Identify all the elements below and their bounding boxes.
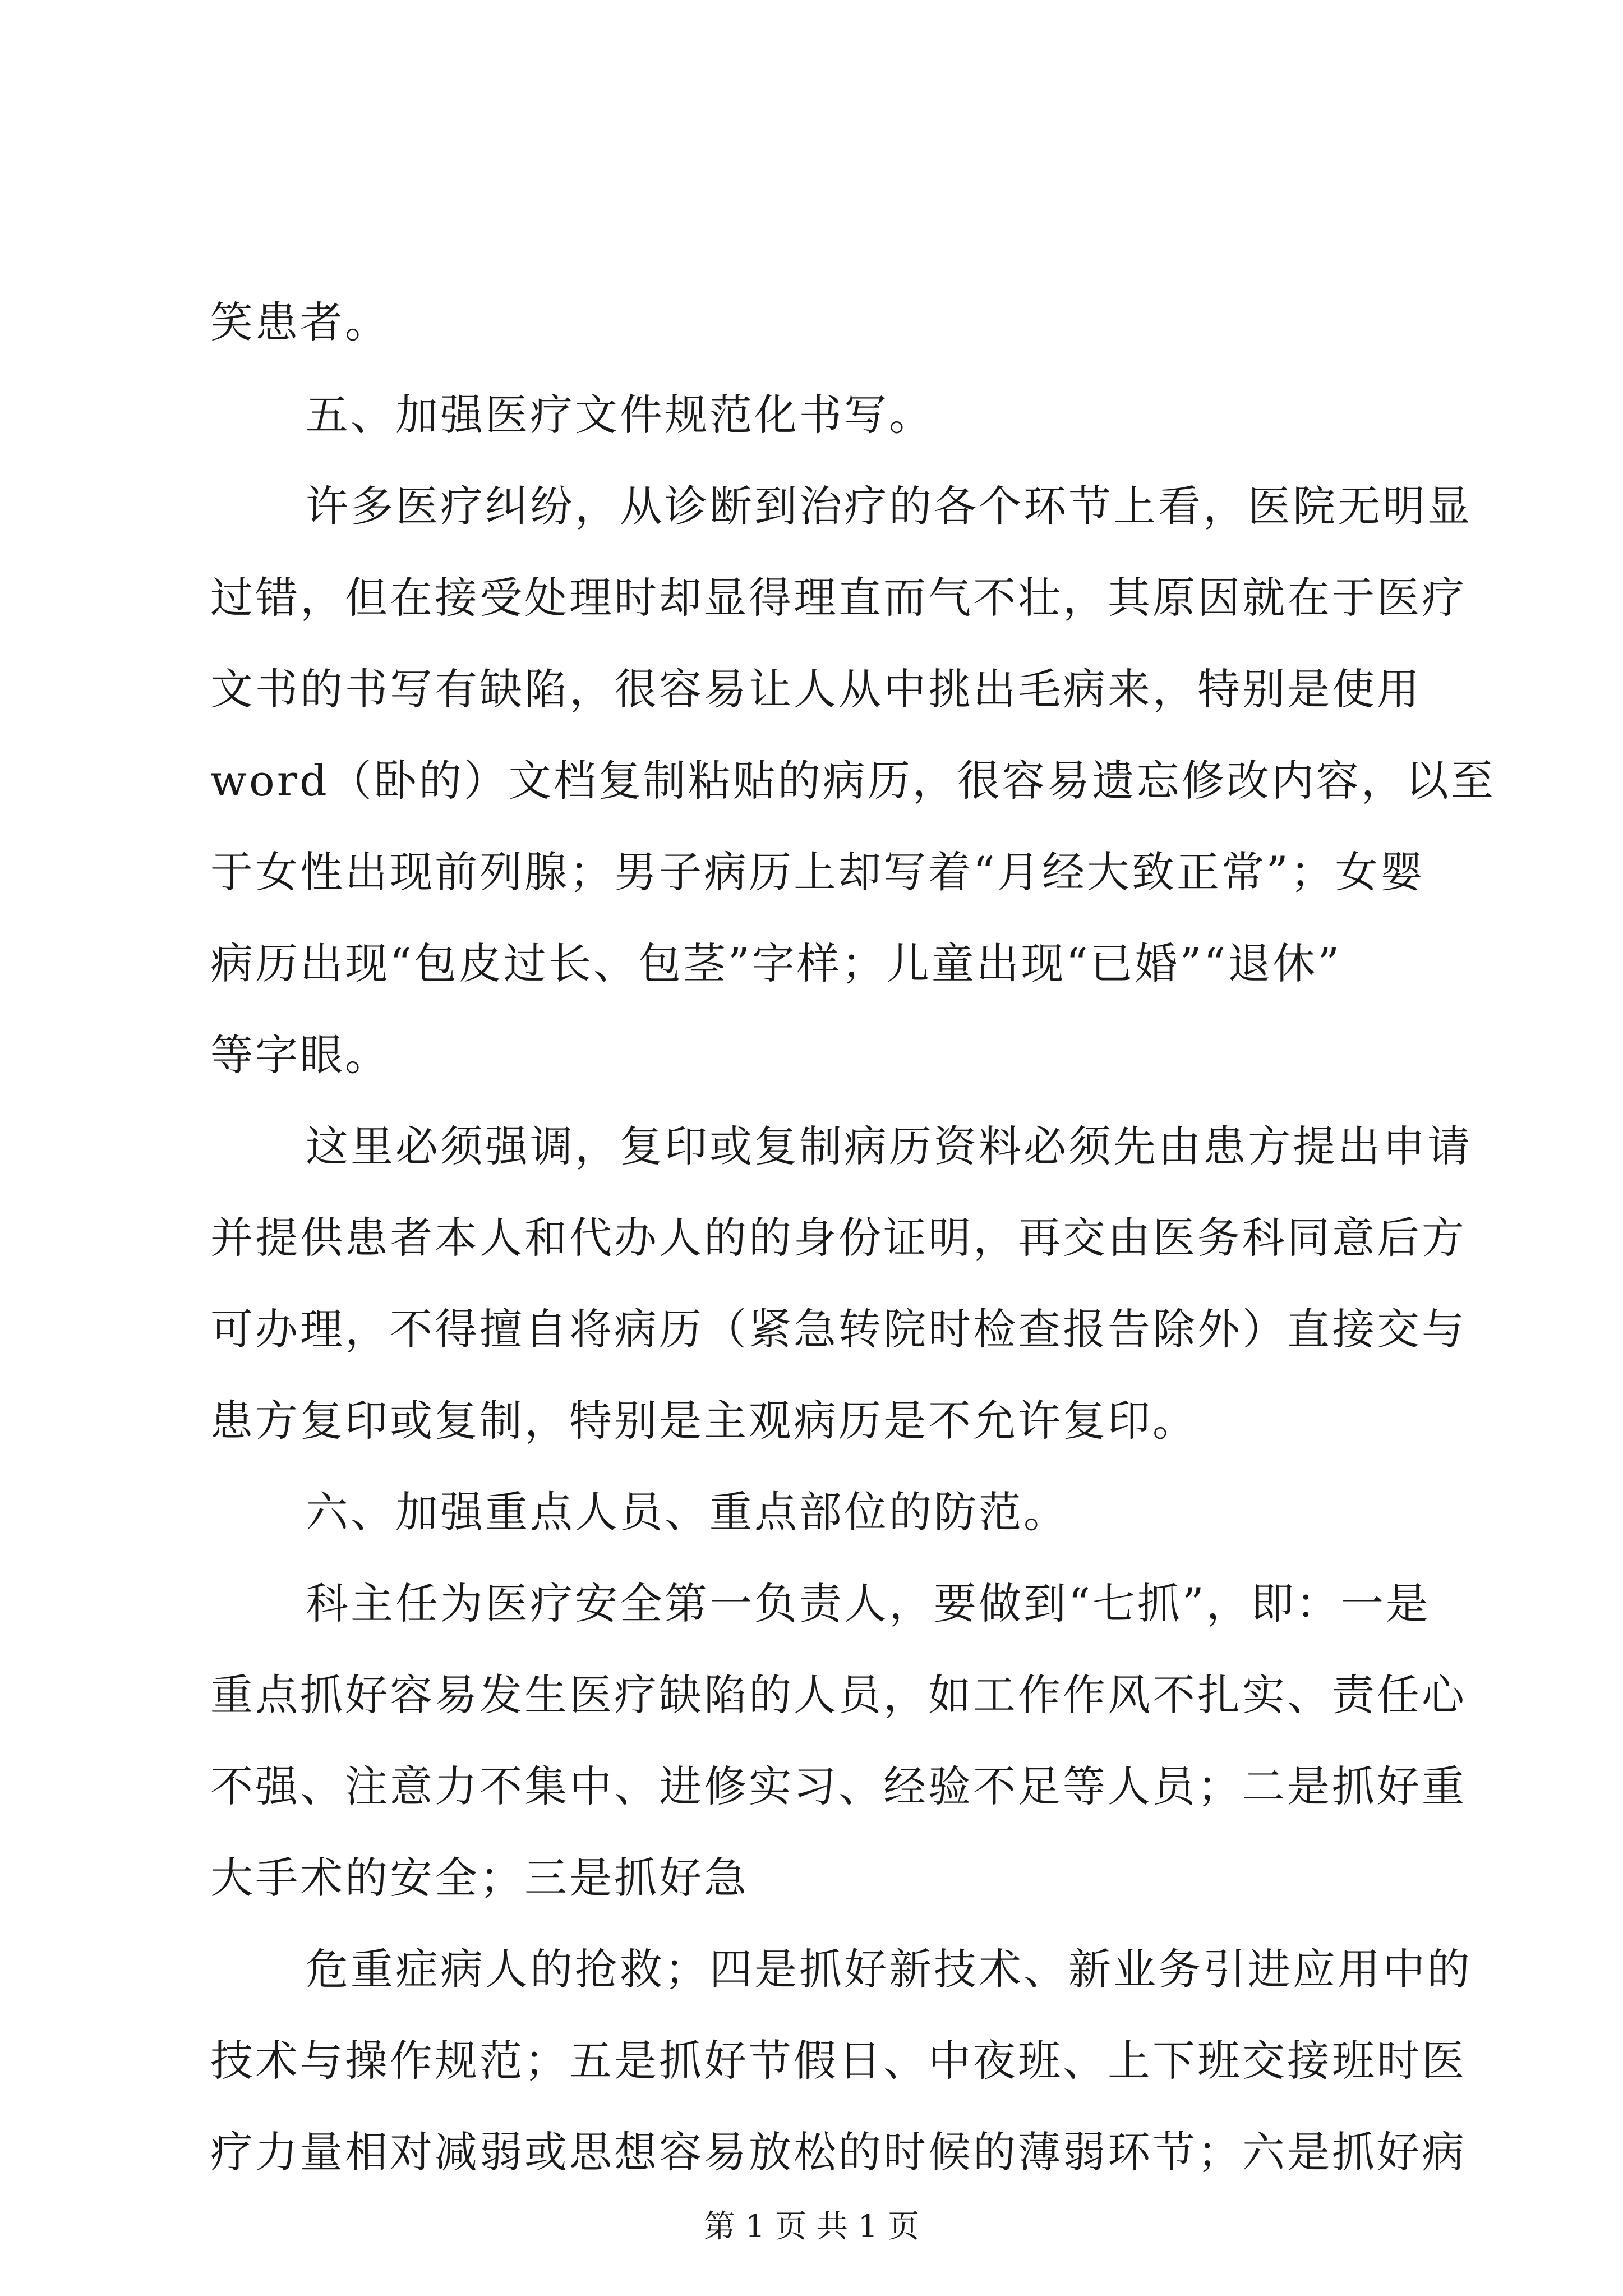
paragraph-line: 技术与操作规范；五是抓好节假日、中夜班、上下班交接班时医 bbox=[210, 2036, 1467, 2086]
paragraph-line: 这里必须强调，复印或复制病历资料必须先由患方提出申请 bbox=[306, 1121, 1472, 1171]
paragraph-line: 疗力量相对减弱或思想容易放松的时候的薄弱环节；六是抓好病 bbox=[210, 2127, 1467, 2177]
section-heading: 六、加强重点人员、重点部位的防范。 bbox=[306, 1487, 1068, 1537]
paragraph-line: 许多医疗纠纷，从诊断到治疗的各个环节上看，医院无明显 bbox=[306, 481, 1472, 531]
paragraph-line: 过错，但在接受处理时却显得理直而气不壮，其原因就在于医疗 bbox=[210, 573, 1467, 623]
paragraph-line: 危重症病人的抢救；四是抓好新技术、新业务引进应用中的 bbox=[306, 1944, 1472, 1994]
text-line: 笑患者。 bbox=[210, 297, 390, 347]
paragraph-line: 可办理，不得擅自将病历（紧急转院时检查报告除外）直接交与 bbox=[210, 1304, 1467, 1354]
paragraph-line: 不强、注意力不集中、进修实习、经验不足等人员；二是抓好重 bbox=[210, 1761, 1467, 1811]
paragraph-line: 文书的书写有缺陷，很容易让人从中挑出毛病来，特别是使用 bbox=[210, 664, 1422, 714]
paragraph-line: 并提供患者本人和代办人的的身份证明，再交由医务科同意后方 bbox=[210, 1213, 1467, 1263]
paragraph-line: 重点抓好容易发生医疗缺陷的人员，如工作作风不扎实、责任心 bbox=[210, 1670, 1467, 1720]
paragraph-line: 患方复印或复制，特别是主观病历是不允许复印。 bbox=[210, 1396, 1197, 1446]
paragraph-line: 大手术的安全；三是抓好急 bbox=[210, 1853, 749, 1903]
paragraph-line: 于女性出现前列腺；男子病历上却写着“月经大致正常”；女婴 bbox=[210, 847, 1425, 897]
paragraph-line: 病历出现“包皮过长、包茎”字样；儿童出现“已婚”“退休” bbox=[210, 938, 1342, 988]
paragraph-line: word（卧的）文档复制粘贴的病历，很容易遗忘修改内容，以至 bbox=[210, 756, 1496, 806]
page-footer: 第 1 页 共 1 页 bbox=[703, 2208, 920, 2245]
paragraph-line: 等字眼。 bbox=[210, 1030, 390, 1080]
section-heading: 五、加强医疗文件规范化书写。 bbox=[306, 390, 934, 440]
paragraph-line: 科主任为医疗安全第一负责人，要做到“七抓”，即：一是 bbox=[306, 1579, 1431, 1628]
